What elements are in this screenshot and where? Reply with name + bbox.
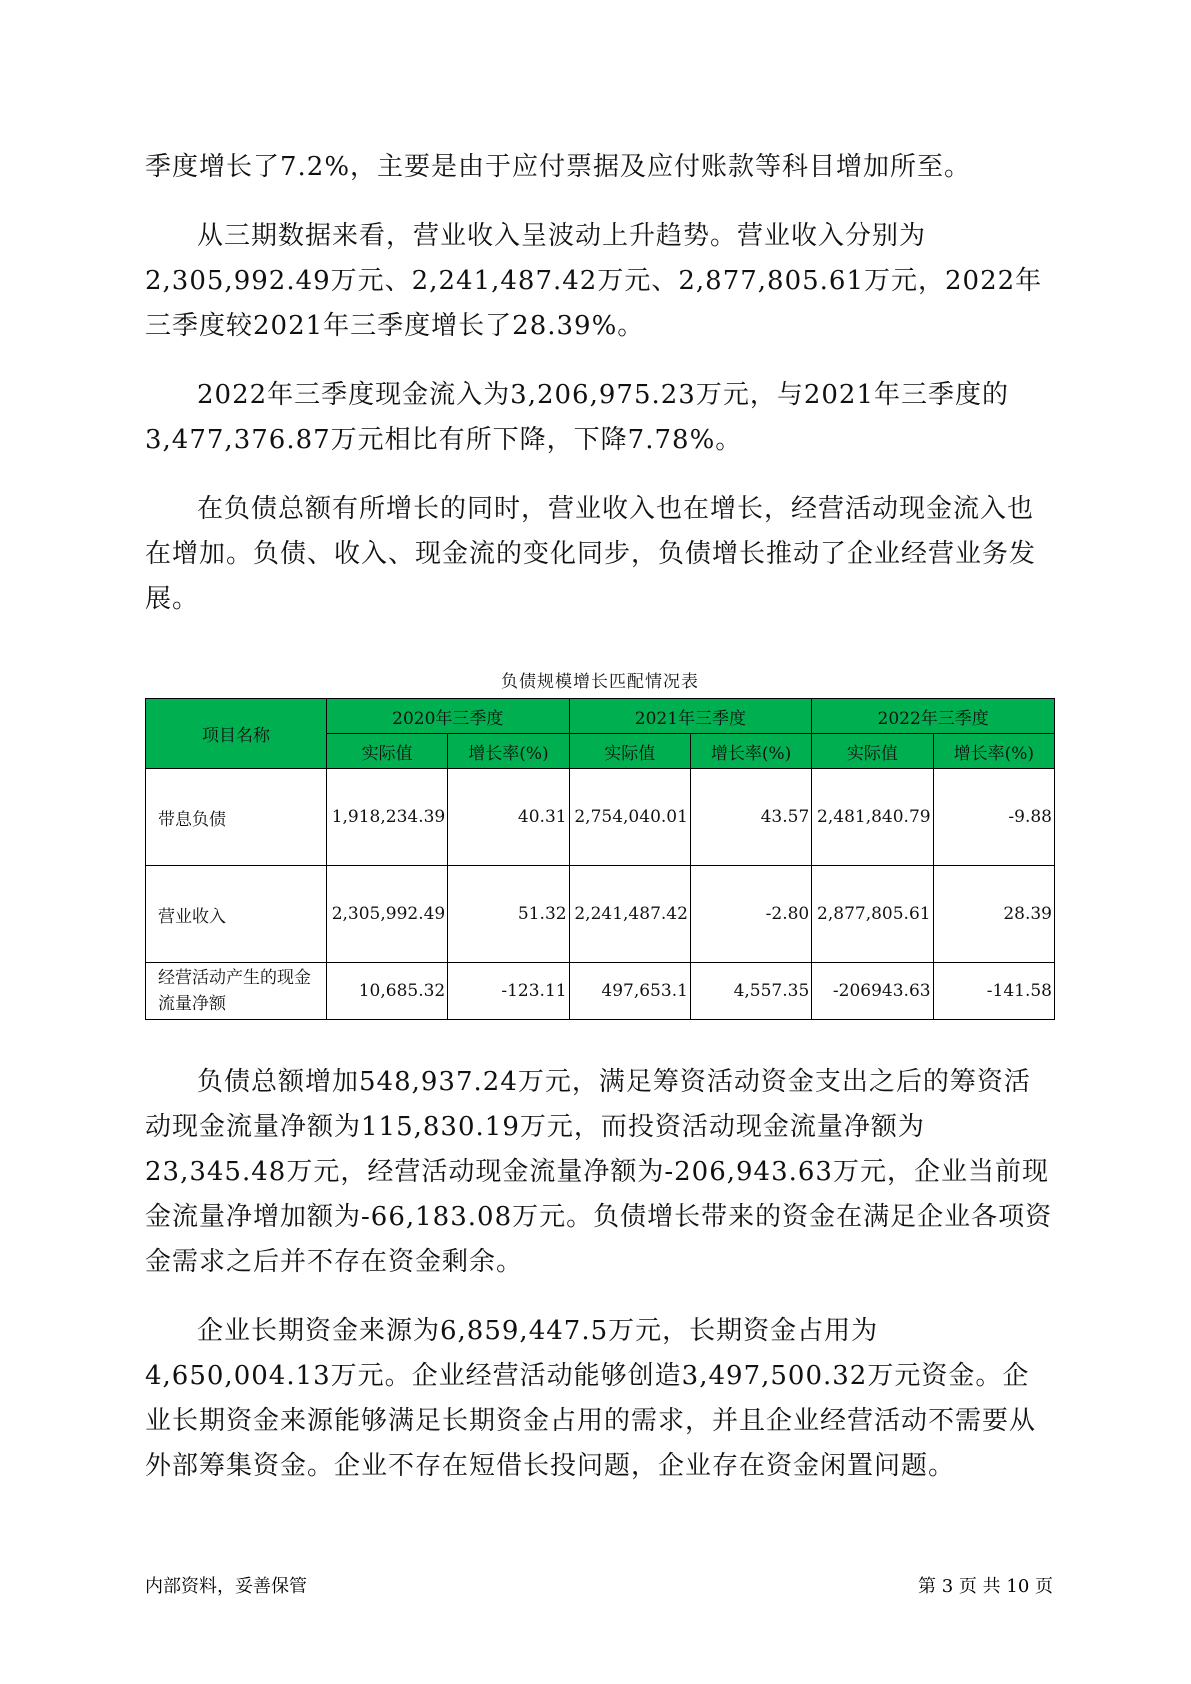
- cell-value: 497,653.1: [569, 963, 690, 1020]
- paragraph-debt-growth: 在负债总额有所增长的同时，营业收入也在增长，经营活动现金流入也在增加。负债、收入、现金流的变化同步，负债增长推动了企业经营业务发展。: [145, 494, 1037, 614]
- cell-value: 2,305,992.49: [326, 866, 447, 963]
- cell-value: 51.32: [448, 866, 569, 963]
- cell-value: -206943.63: [812, 963, 933, 1020]
- cell-value: 28.39: [933, 866, 1054, 963]
- subheader-actual: 实际值: [812, 734, 933, 769]
- paragraph-cash-flow-summary: 负债总额增加548,937.24万元，满足筹资活动资金支出之后的筹资活动现金流量净额为115,830.19万元，而投资活动现金流量净额为23,345.48万元，经营活动现金流量净额为-206,943.63万元，企业当前现金流量净增加额为-66,183.08万元。负债增长带来的资金在满足企业各项资金需求之后并不存在资金剩余。: [145, 1067, 1053, 1277]
- cell-value: 2,877,805.61: [812, 866, 933, 963]
- cell-value: 2,481,840.79: [812, 769, 933, 866]
- page-content: [145, 145, 1055, 1513]
- cell-value: 10,685.32: [326, 963, 447, 1020]
- table-row: [146, 769, 1055, 866]
- row-name: 营业收入: [146, 866, 327, 963]
- cell-value: -141.58: [933, 963, 1054, 1020]
- table-row: [146, 866, 1055, 963]
- footer-page-number: 第 3 页 共 10 页: [918, 1576, 1053, 1597]
- row-name: 经营活动产生的现金流量净额: [146, 963, 327, 1020]
- header-item-name: 项目名称: [146, 699, 327, 769]
- header-period-2022: 2022年三季度: [812, 699, 1055, 734]
- paragraph-long-term-funds: 企业长期资金来源为6,859,447.5万元，长期资金占用为4,650,004.13万元。企业经营活动能够创造3,497,500.32万元资金。企业长期资金来源能够满足长期资金占用的需求，并且企业经营活动不需要从外部筹集资金。企业不存在短借长投问题，企业存在资金闲置问题。: [145, 1316, 1037, 1481]
- cell-value: 2,754,040.01: [569, 769, 690, 866]
- cell-value: 43.57: [690, 769, 811, 866]
- debt-growth-table: [145, 698, 1055, 1020]
- subheader-actual: 实际值: [326, 734, 447, 769]
- subheader-growth: 增长率(%): [933, 734, 1054, 769]
- cell-value: 1,918,234.39: [326, 769, 447, 866]
- paragraph-cash-inflow: 2022年三季度现金流入为3,206,975.23万元，与2021年三季度的3,477,376.87万元相比有所下降，下降7.78%。: [145, 380, 1010, 455]
- cell-value: -2.80: [690, 866, 811, 963]
- table-row: [146, 963, 1055, 1020]
- table-header-row: [146, 699, 1055, 734]
- table-caption: 负债规模增长匹配情况表: [501, 672, 699, 692]
- cell-value: 40.31: [448, 769, 569, 866]
- cell-value: 2,241,487.42: [569, 866, 690, 963]
- paragraph-continuation: 季度增长了7.2%，主要是由于应付票据及应付账款等科目增加所至。: [145, 152, 972, 182]
- cell-value: 4,557.35: [690, 963, 811, 1020]
- footer-confidential-note: 内部资料，妥善保管: [145, 1576, 307, 1597]
- header-period-2020: 2020年三季度: [326, 699, 569, 734]
- header-period-2021: 2021年三季度: [569, 699, 812, 734]
- cell-value: -123.11: [448, 963, 569, 1020]
- paragraph-revenue-trend: 从三期数据来看，营业收入呈波动上升趋势。营业收入分别为2,305,992.49万元、2,241,487.42万元、2,877,805.61万元，2022年三季度较2021年三季度增长了28.39%。: [145, 221, 1043, 341]
- row-name: 带息负债: [146, 769, 327, 866]
- subheader-growth: 增长率(%): [448, 734, 569, 769]
- cell-value: -9.88: [933, 769, 1054, 866]
- subheader-growth: 增长率(%): [690, 734, 811, 769]
- subheader-actual: 实际值: [569, 734, 690, 769]
